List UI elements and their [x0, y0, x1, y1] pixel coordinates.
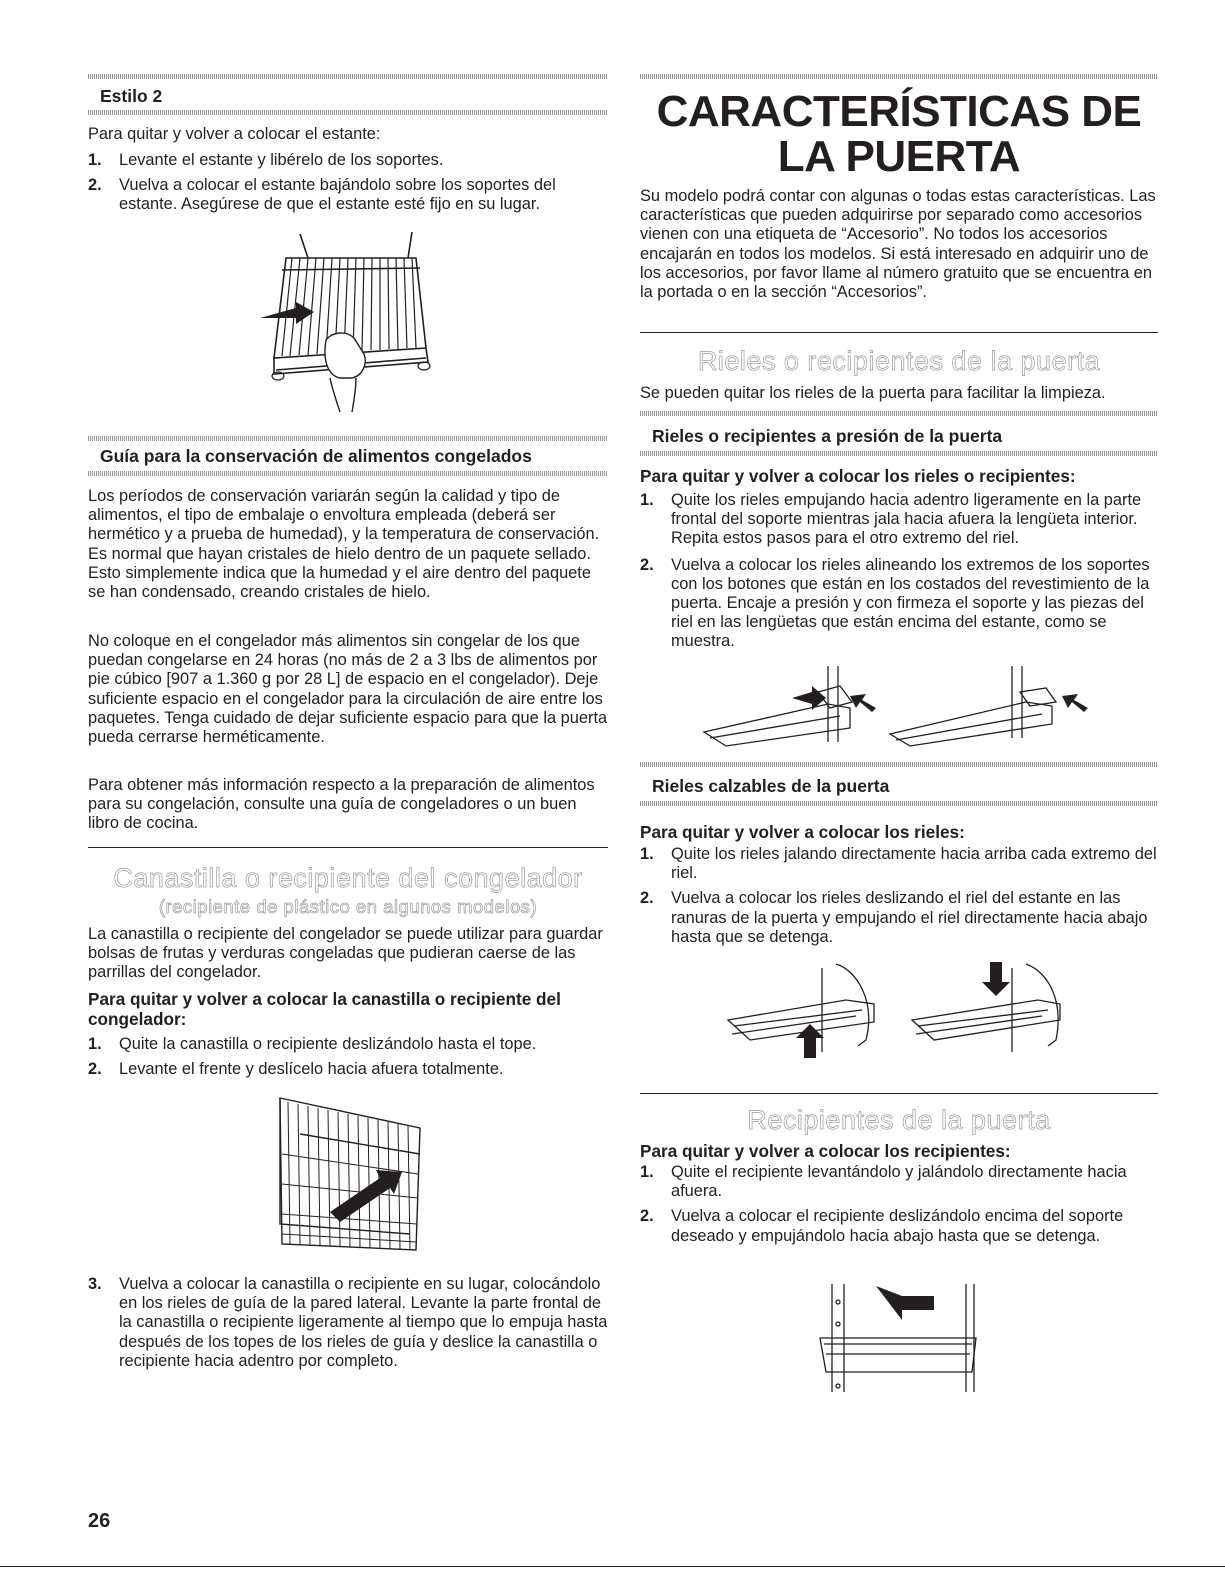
rails-title: Rieles o recipientes de la puerta: [697, 346, 1101, 376]
section-rule: [640, 332, 1158, 333]
basket-subtitle: (recipiente de plástico en algunos modelos): [158, 896, 538, 917]
step-text: Vuelva a colocar el recipiente deslizándolo encima del soporte deseado y empujándolo hacia abajo hasta que se detenga.: [671, 1207, 1124, 1245]
bins-title: Recipientes de la puerta: [747, 1105, 1051, 1135]
step-text: Vuelva a colocar el estante bajándolo sobre los soportes del estante. Asegúrese de que el estante esté fijo en su lugar.: [119, 176, 556, 214]
step-number: 2.: [640, 555, 654, 574]
door-rails-illustration: [726, 960, 1072, 1060]
bottom-rule: [0, 1566, 1225, 1567]
step-number: 2.: [640, 1207, 654, 1226]
section-divider: [640, 762, 1158, 767]
snap-rails-heading: Rieles calzables de la puerta: [652, 776, 890, 796]
step-number: 1.: [640, 491, 654, 509]
section-divider: [88, 110, 608, 115]
basket-intro: La canastilla o recipiente del congelador se puede utilizar para guardar bolsas de frutas y verduras congeladas que pudieran caerse de las parrillas del congelador.: [88, 925, 603, 982]
step-number: 1.: [640, 1163, 654, 1181]
step-number: 2.: [88, 1060, 102, 1079]
rails-intro: Se pueden quitar los rieles de la puerta para facilitar la limpieza.: [640, 384, 1106, 402]
step-text: Quite la canastilla o recipiente deslizándolo hasta el tope.: [119, 1035, 537, 1053]
step-text: Quite los rieles jalando directamente hacia arriba cada extremo del riel.: [671, 845, 1157, 883]
style-intro: Para quitar y volver a colocar el estante:: [88, 125, 381, 143]
section-divider: [640, 411, 1158, 416]
step-text: Vuelva a colocar los rieles deslizando el riel del estante en las ranuras de la puerta y empujando el riel directamente hacia abajo hasta que se detenga.: [671, 889, 1148, 946]
section-divider: [640, 801, 1158, 806]
page-title-line-1: CARACTERÍSTICAS DE: [656, 87, 1142, 136]
step-text: Vuelva a colocar la canastilla o recipiente en su lugar, colocándolo en los rieles de guía de la pared lateral. Levante la parte frontal de la canastilla o recipiente ligeramente al tiempo que lo empuja hasta después de los topes de los rieles de guía y deslice la canastilla o recipiente hacia adentro por completo.: [119, 1275, 608, 1370]
basket-step-3: [88, 1275, 608, 1371]
press-instructions-heading: Para quitar y volver a colocar los rieles o recipientes:: [640, 466, 1076, 486]
section-rule: [640, 1093, 1158, 1094]
door-bin-figure: [816, 1280, 980, 1396]
guide-heading: Guía para la conservación de alimentos congelados: [100, 446, 532, 466]
list-item: [88, 151, 608, 170]
list-item: [640, 845, 1158, 883]
step-text: Levante el frente y deslícelo hacia afuera totalmente.: [119, 1060, 504, 1079]
section-divider: [88, 471, 608, 476]
bins-instructions-heading: Para quitar y volver a colocar los recipientes:: [640, 1141, 1011, 1161]
wire-shelf-illustration: [256, 228, 446, 414]
door-features-intro: Su modelo podrá contar con algunas o todas estas características. Las características que pueden adquirirse por separado como accesorios vienen con una etiqueta de “Accesorio”. No todos los accesorios encajarán en todos los modelos. Si está interesado en adquirir uno de los accesorios, por favor llame al número gratuito que se encuentra en la portada o en la sección “Accesorios”.: [640, 187, 1156, 302]
style-heading: Estilo 2: [100, 86, 163, 106]
list-item: [88, 1060, 608, 1079]
bins-steps: [640, 1163, 1158, 1246]
snap-steps: [640, 845, 1158, 947]
snap-instructions-heading: Para quitar y volver a colocar los rieles:: [640, 822, 965, 842]
page-number: 26: [88, 1510, 111, 1532]
guide-paragraph-3: Para obtener más información respecto a la preparación de alimentos para su congelación, consulte una guía de congeladores o un buen libro de cocina.: [88, 776, 595, 833]
basket-steps: [88, 1035, 608, 1079]
section-divider: [88, 74, 608, 79]
basket-title: Canastilla o recipiente del congelador: [113, 863, 583, 893]
list-item: [640, 556, 1158, 652]
step-number: 1.: [88, 1035, 102, 1053]
step-number: 1.: [88, 151, 102, 169]
section-divider: [88, 436, 608, 441]
step-number: 3.: [88, 1275, 102, 1293]
snap-rails-figure: [726, 960, 1072, 1060]
basket-instructions-heading: Para quitar y volver a colocar la canastilla o recipiente del congelador:: [88, 989, 561, 1029]
door-bin-illustration: [816, 1280, 980, 1396]
step-text: Vuelva a colocar los rieles alineando los extremos de los soportes con los botones que están en los costados del revestimiento de la puerta. Encaje a presión y con firmeza el soporte y las piezas del riel en las lengüetas que están encima del estante, como se muestra.: [671, 555, 1150, 651]
section-divider: [640, 451, 1158, 456]
list-item: [88, 176, 608, 214]
list-item: [640, 889, 1158, 947]
step-text: Quite los rieles empujando hacia adentro ligeramente en la parte frontal del soporte mientras jala hacia afuera la lengüeta interior. Repita estos pasos para el otro extremo del riel.: [671, 491, 1142, 548]
list-item: [88, 1035, 608, 1054]
press-rails-figure: [700, 662, 1112, 752]
press-rails-heading: Rieles o recipientes a presión de la puerta: [652, 426, 1003, 446]
freezer-basket-illustration: [270, 1094, 430, 1256]
guide-paragraph-1: Los períodos de conservación variarán según la calidad y tipo de alimentos, el tipo de embalaje o envoltura empleada (deberá ser hermético y a prueba de humedad), y la temperatura de conservación. Es normal que hayan cristales de hielo dentro de un paquete sellado. Esto simplemente indica que la humedad y el aire dentro del paquete se han condensado, creando cristales de hielo.: [88, 487, 600, 602]
shelf-figure: [256, 228, 446, 414]
list-item: [640, 491, 1158, 549]
list-item: [88, 1275, 608, 1371]
section-divider: [640, 74, 1158, 79]
section-rule: [88, 847, 608, 848]
list-item: [640, 1163, 1158, 1201]
press-steps: [640, 491, 1158, 652]
step-number: 1.: [640, 845, 654, 863]
guide-paragraph-2: No coloque en el congelador más alimentos sin congelar de los que puedan congelarse en 24 horas (no más de 2 a 3 lbs de alimentos por pie cúbico [907 a 1.360 g por 28 L] de espacio en el congelador). Deje suficiente espacio en el congelador para la circulación de aire entre los paquetes. Tenga cuidado de dejar suficiente espacio para que la puerta pueda cerrarse herméticamente.: [88, 632, 608, 747]
list-item: [640, 1207, 1158, 1245]
step-number: 2.: [88, 176, 102, 195]
page-title-line-2: LA PUERTA: [777, 132, 1021, 181]
snap-on-door-rails-illustration: [700, 662, 1112, 752]
style-steps: [88, 151, 608, 215]
step-text: Quite el recipiente levantándolo y jalándolo directamente hacia afuera.: [671, 1163, 1127, 1201]
step-text: Levante el estante y libérelo de los soportes.: [119, 151, 444, 169]
basket-figure: [270, 1094, 430, 1256]
step-number: 2.: [640, 889, 654, 908]
